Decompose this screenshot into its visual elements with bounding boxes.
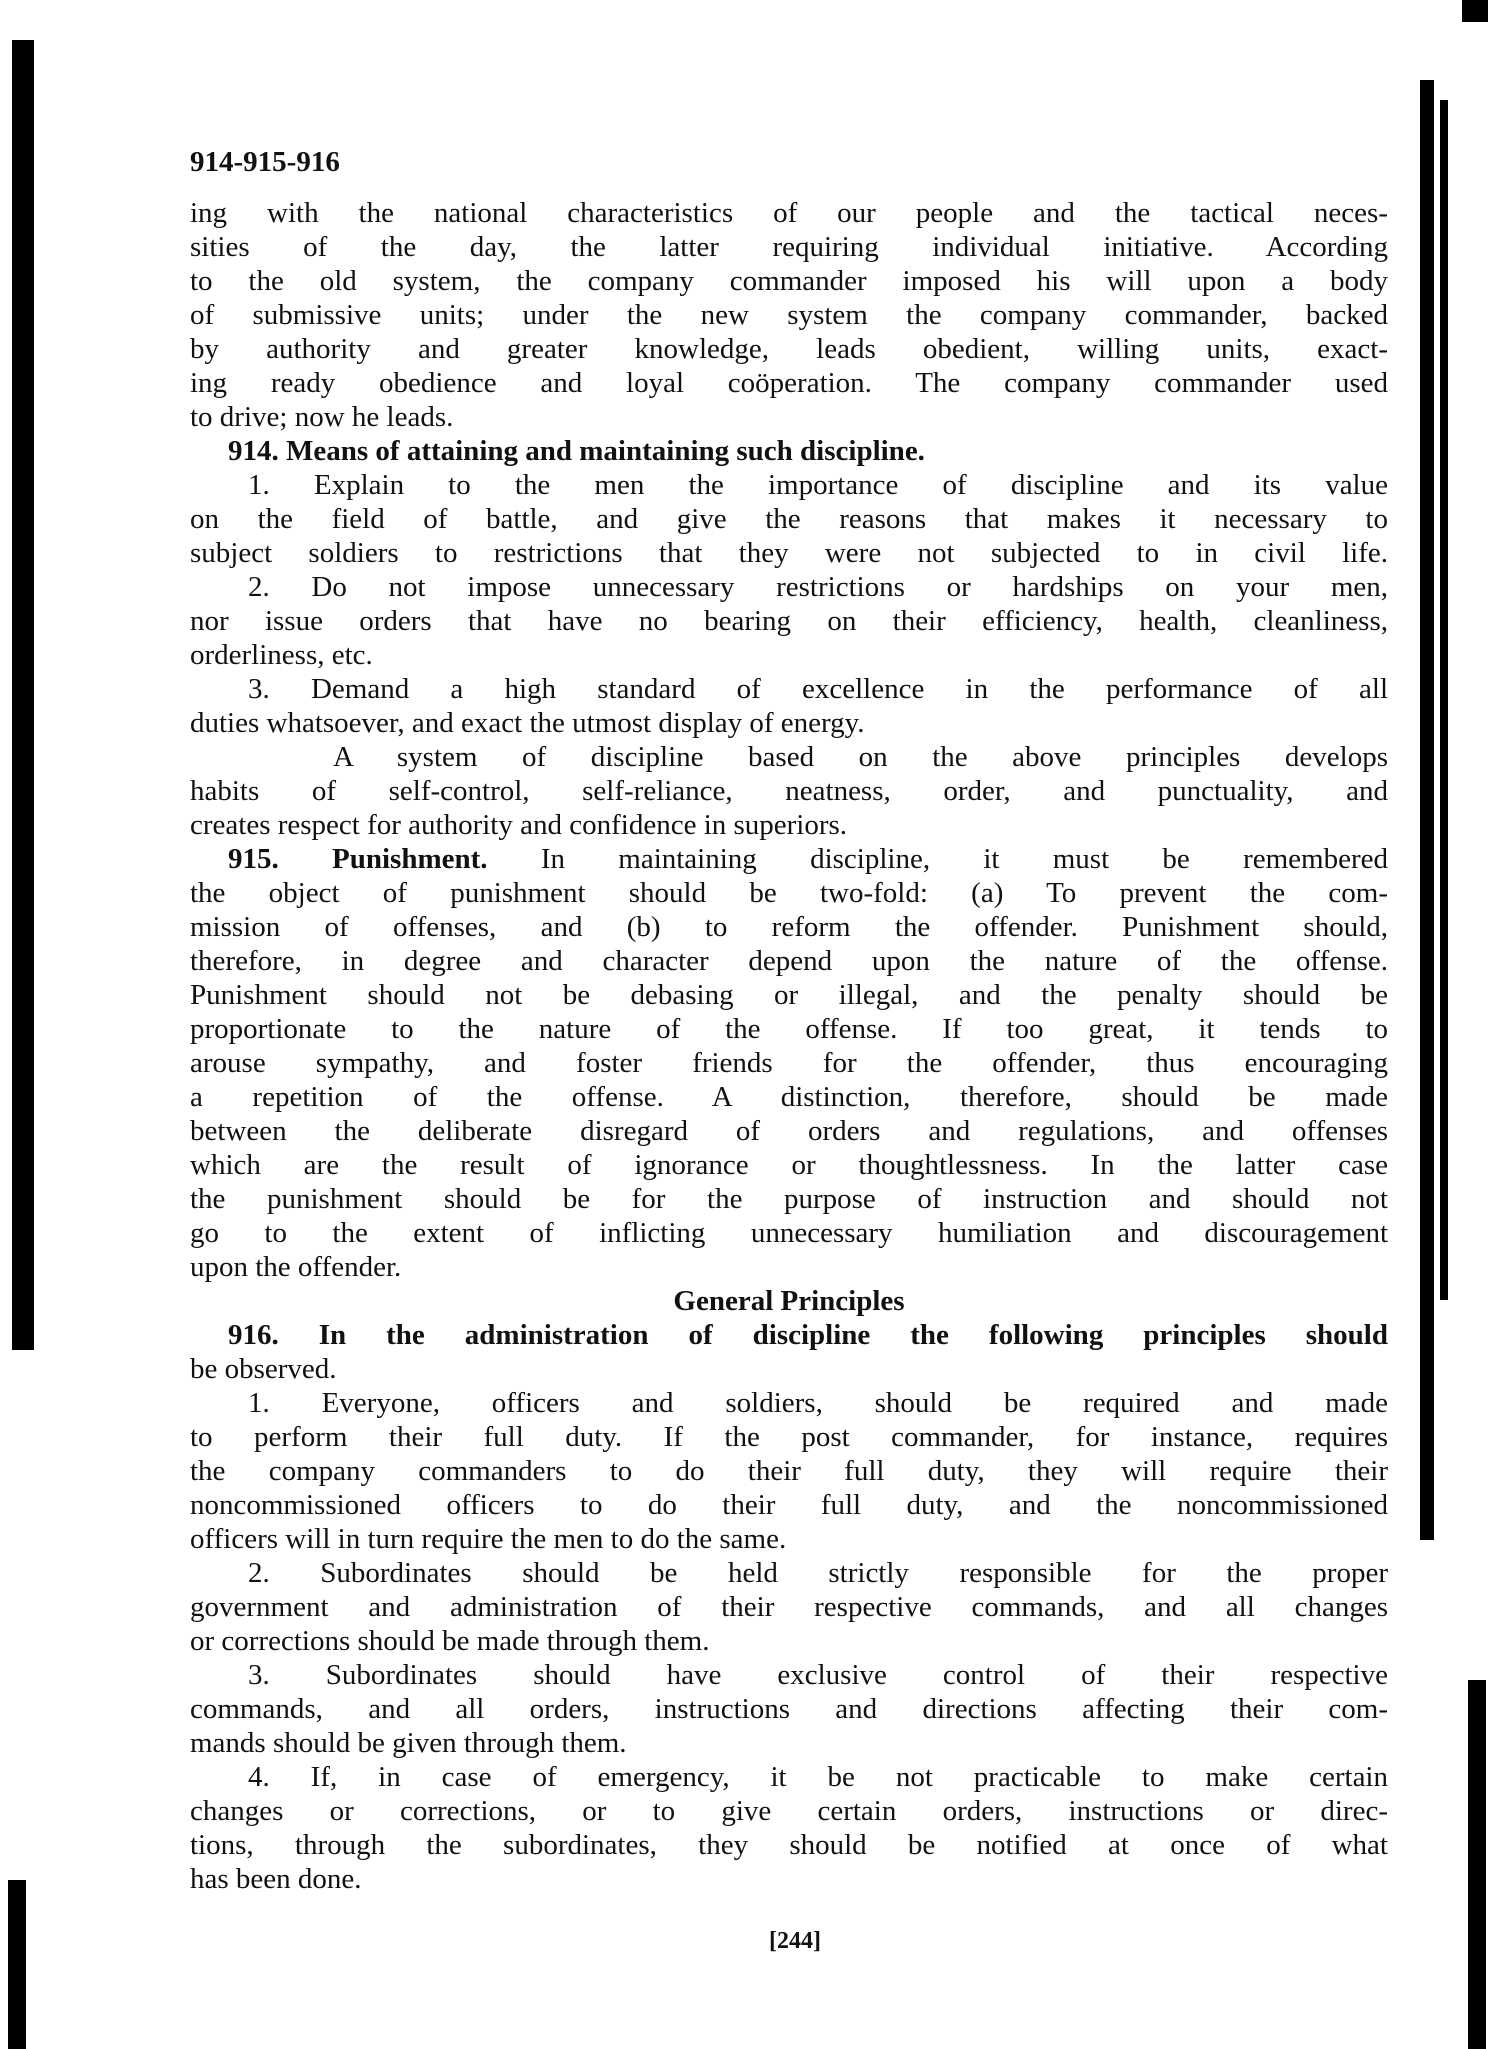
text-line: has been done. — [190, 1863, 362, 1895]
body-text — [190, 196, 1388, 1896]
text-line: noncommissioned officers to do their full duty, and the noncommissioned — [190, 1489, 1388, 1521]
scan-border-left-bottom — [8, 1880, 26, 2049]
text-line: mission of offenses, and (b) to reform the offender. Punishment should, — [190, 911, 1388, 943]
text-line: A system of discipline based on the above principles develops — [333, 741, 1388, 773]
text-line: to the old system, the company commander imposed his will upon a body — [190, 265, 1388, 297]
text-line — [190, 434, 1388, 468]
text-line: of submissive units; under the new system the company commander, backed — [190, 299, 1388, 331]
text-line: commands, and all orders, instructions and directions affecting their com- — [190, 1693, 1388, 1725]
scan-border-right — [1420, 80, 1434, 1540]
text-line: go to the extent of inflicting unnecessary humiliation and discouragement — [190, 1217, 1388, 1249]
text-line: the company commanders to do their full duty, they will require their — [190, 1455, 1388, 1487]
text-line: 1. Explain to the men the importance of discipline and its value — [248, 469, 1388, 501]
text-line: which are the result of ignorance or thoughtlessness. In the latter case — [190, 1149, 1388, 1181]
text-line — [190, 1318, 1388, 1352]
text-line: to perform their full duty. If the post commander, for instance, requires — [190, 1421, 1388, 1453]
text-line: 3. Demand a high standard of excellence in the performance of all — [248, 673, 1388, 705]
text-line: arouse sympathy, and foster friends for the offender, thus encouraging — [190, 1047, 1388, 1079]
text-line: duties whatsoever, and exact the utmost display of energy. — [190, 707, 865, 739]
text-line: Punishment should not be debasing or illegal, and the penalty should be — [190, 979, 1388, 1011]
scan-border-left — [12, 40, 34, 1350]
text-line: mands should be given through them. — [190, 1727, 627, 1759]
text-line: officers will in turn require the men to do the same. — [190, 1523, 787, 1555]
text-line: government and administration of their respective commands, and all changes — [190, 1591, 1388, 1623]
text-line: upon the offender. — [190, 1251, 402, 1283]
text-line: or corrections should be made through them. — [190, 1625, 710, 1657]
text-line: 2. Subordinates should be held strictly responsible for the proper — [248, 1557, 1388, 1589]
page-header: 914-915-916 — [190, 146, 340, 178]
paragraph-lead: 916. In the administration of discipline the following principles should — [228, 1319, 1388, 1351]
text-line: tions, through the subordinates, they should be notified at once of what — [190, 1829, 1388, 1861]
text-line: ing ready obedience and loyal coöperation. The company commander used — [190, 367, 1388, 399]
text-line: 4. If, in case of emergency, it be not practicable to make certain — [248, 1761, 1388, 1793]
text-line: habits of self-control, self-reliance, neatness, order, and punctuality, and — [190, 775, 1388, 807]
text-line: to drive; now he leads. — [190, 401, 454, 433]
text-line: the object of punishment should be two-fold: (a) To prevent the com- — [190, 877, 1388, 909]
text-line: therefore, in degree and character depend upon the nature of the offense. — [190, 945, 1388, 977]
text-line: creates respect for authority and confidence in superiors. — [190, 809, 848, 841]
text-line: proportionate to the nature of the offense. If too great, it tends to — [190, 1013, 1388, 1045]
text-line: ing with the national characteristics of our people and the tactical neces- — [190, 197, 1388, 229]
text-line: the punishment should be for the purpose of instruction and should not — [190, 1183, 1388, 1215]
text-line: be observed. — [190, 1353, 337, 1385]
scan-border-right-bottom — [1468, 1680, 1486, 2049]
text-line — [190, 842, 1388, 876]
text-line: between the deliberate disregard of orders and regulations, and offenses — [190, 1115, 1388, 1147]
text-line: subject soldiers to restrictions that they were not subjected to in civil life. — [190, 537, 1388, 569]
paragraph-lead: 915. Punishment. — [228, 843, 488, 875]
section-heading: General Principles — [673, 1285, 905, 1317]
scan-mark-top-right — [1462, 0, 1488, 22]
paragraph-lead: 914. Means of attaining and maintaining such discipline. — [228, 435, 925, 467]
text-line: 2. Do not impose unnecessary restrictions or hardships on your men, — [248, 571, 1388, 603]
text-line: 3. Subordinates should have exclusive control of their respective — [248, 1659, 1388, 1691]
text-line: orderliness, etc. — [190, 639, 373, 671]
text-line: by authority and greater knowledge, leads obedient, willing units, exact- — [190, 333, 1388, 365]
scan-border-right-outer — [1440, 100, 1448, 1300]
text-line: nor issue orders that have no bearing on their efficiency, health, cleanliness, — [190, 605, 1388, 637]
line-text: In maintaining discipline, it must be remembered — [487, 843, 1388, 875]
page-number: [244] — [769, 1928, 821, 1954]
text-line: a repetition of the offense. A distinction, therefore, should be made — [190, 1081, 1388, 1113]
text-line: on the field of battle, and give the reasons that makes it necessary to — [190, 503, 1388, 535]
text-line: 1. Everyone, officers and soldiers, should be required and made — [248, 1387, 1388, 1419]
text-line: sities of the day, the latter requiring individual initiative. According — [190, 231, 1388, 263]
text-line: changes or corrections, or to give certain orders, instructions or direc- — [190, 1795, 1388, 1827]
